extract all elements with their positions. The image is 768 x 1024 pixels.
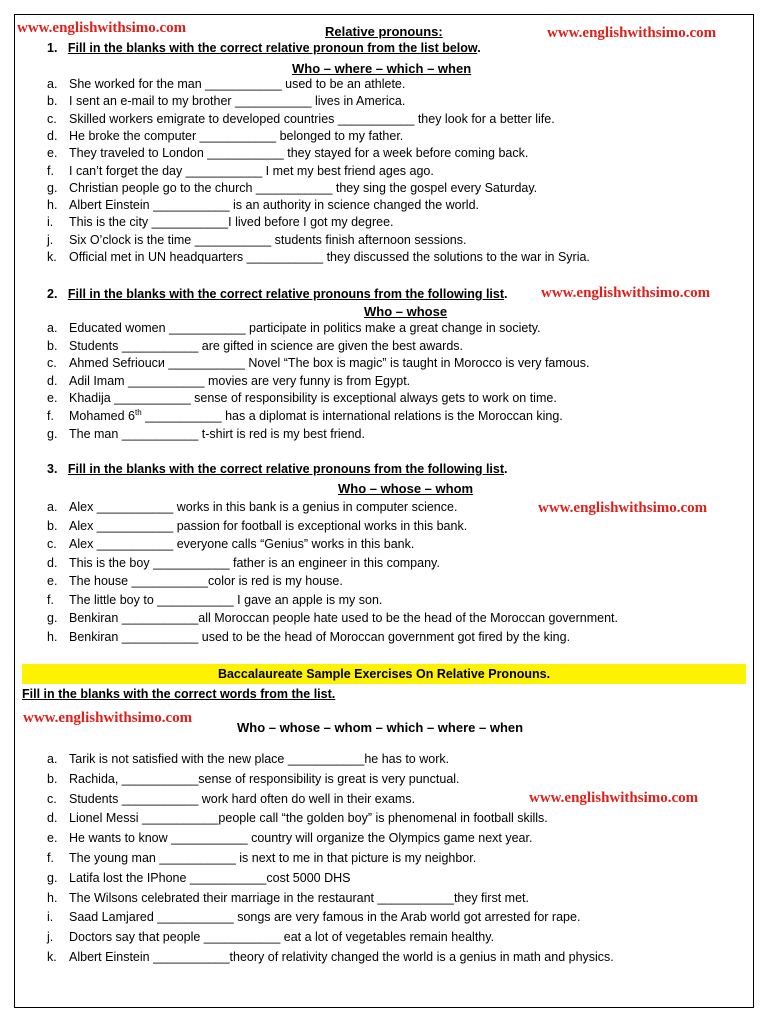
section-1-number: 1. xyxy=(47,41,58,55)
item-text: Students ___________ are gifted in science are given the best awards. xyxy=(69,338,464,353)
item-text: Albert Einstein ___________ is an authority in science changed the world. xyxy=(69,198,479,213)
section-3-heading-end: . xyxy=(504,462,508,476)
list-item xyxy=(47,752,747,768)
item-text: Skilled workers emigrate to developed countries ___________ they look for a better life. xyxy=(69,111,555,126)
item-text: This is the city ___________I lived before I got my degree. xyxy=(69,215,394,230)
list-item xyxy=(47,950,747,966)
item-letter: h. xyxy=(47,890,58,905)
item-letter: a. xyxy=(47,321,58,335)
watermark-bac: www.englishwithsimo.com xyxy=(23,710,193,726)
item-letter: d. xyxy=(47,555,58,570)
bac-word-list: Who – whose – whom – which – where – when xyxy=(237,720,524,735)
list-item xyxy=(47,146,747,162)
baccalaureate-banner: Baccalaureate Sample Exercises On Relative Pronouns. xyxy=(22,664,746,684)
watermark-top-right: www.englishwithsimo.com xyxy=(547,25,717,41)
item-text: Ahmed Sefriouси ___________ Novel “The box is magic” is taught in Morocco is very famous. xyxy=(69,356,590,371)
item-text: Rachida, ___________sense of responsibility is great is very punctual. xyxy=(69,771,460,786)
item-text: Benkiran ___________all Moroccan people hate used to be the head of the Moroccan government. xyxy=(69,611,618,625)
bac-heading-text: Fill in the blanks with the correct words from the list. xyxy=(22,687,336,701)
item-letter: c. xyxy=(47,111,57,126)
item-letter: e. xyxy=(47,831,58,846)
item-letter: c. xyxy=(47,537,57,551)
item-letter: d. xyxy=(47,373,58,388)
item-letter: e. xyxy=(47,146,58,161)
item-letter: c. xyxy=(47,791,57,806)
list-item xyxy=(47,500,747,516)
item-letter: a. xyxy=(47,500,58,514)
list-item xyxy=(47,215,747,231)
item-letter: i. xyxy=(47,910,54,925)
list-item xyxy=(47,811,747,827)
item-text: He wants to know ___________ country will organize the Olympics game next year. xyxy=(69,831,533,846)
list-item xyxy=(47,930,747,946)
list-item xyxy=(47,611,747,627)
section-2-number: 2. xyxy=(47,287,58,301)
item-text: Educated women ___________ participate in politics make a great change in society. xyxy=(69,321,541,335)
item-text: The young man ___________ is next to me in that picture is my neighbor. xyxy=(69,851,477,865)
item-text: Official met in UN headquarters ___________ they discussed the solutions to the war in Syria. xyxy=(69,250,590,264)
item-text: Latifa lost the IPhone ___________cost 5000 DHS xyxy=(69,870,351,885)
section-2-word-list: Who – whose xyxy=(364,304,448,319)
list-item xyxy=(47,772,747,788)
item-letter: h. xyxy=(47,629,58,644)
watermark-section-2: www.englishwithsimo.com xyxy=(541,285,711,301)
item-text: I sent an e-mail to my brother ___________ lives in America. xyxy=(69,94,406,109)
list-item xyxy=(47,77,747,93)
item-letter: f. xyxy=(47,409,54,423)
list-item xyxy=(47,910,747,926)
list-item xyxy=(47,164,747,180)
item-text: Christian people go to the church ___________ they sing the gospel every Saturday. xyxy=(69,180,538,195)
item-text: Doctors say that people ___________ eat a lot of vegetables remain healthy. xyxy=(69,930,495,945)
section-1-heading-end: . xyxy=(477,41,481,55)
list-item xyxy=(47,574,747,590)
item-superscript: th xyxy=(135,407,142,417)
item-text: The man ___________ t-shirt is red is my best friend. xyxy=(69,426,365,441)
item-letter: b. xyxy=(47,771,58,786)
list-item xyxy=(47,831,747,847)
item-letter: j. xyxy=(47,930,54,945)
item-letter: f. xyxy=(47,163,54,178)
page-title: Relative pronouns: xyxy=(325,24,443,39)
item-text-part: Mohamed 6 xyxy=(69,409,136,423)
item-text: Six O’clock is the time ___________ students finish afternoon sessions. xyxy=(69,232,467,247)
bac-heading xyxy=(22,687,335,701)
item-letter: g. xyxy=(47,180,58,195)
item-text: They traveled to London ___________ they stayed for a week before coming back. xyxy=(69,146,529,161)
list-item xyxy=(47,891,747,907)
list-item xyxy=(47,792,747,808)
list-item xyxy=(47,339,747,355)
list-item xyxy=(47,519,747,535)
item-letter: g. xyxy=(47,870,58,885)
list-item xyxy=(47,321,747,337)
item-text xyxy=(69,409,563,423)
item-text-part: ___________ has a diplomat is international relations is the Moroccan king. xyxy=(141,409,563,423)
section-1-word-list: Who – where – which – when xyxy=(292,61,472,76)
list-item xyxy=(47,356,747,372)
list-item xyxy=(47,556,747,572)
list-item xyxy=(47,409,747,425)
item-text: Lionel Messi ___________people call “the golden boy” is phenomenal in football skills. xyxy=(69,811,548,826)
section-3-heading-text: Fill in the blanks with the correct relative pronouns from the following list xyxy=(67,462,505,476)
watermark-top-left: www.englishwithsimo.com xyxy=(17,20,187,36)
list-item xyxy=(47,391,747,407)
item-letter: a. xyxy=(47,77,58,91)
watermark-section-3: www.englishwithsimo.com xyxy=(538,500,708,516)
section-1-heading xyxy=(47,41,481,55)
item-text: I can’t forget the day ___________ I met my best friend ages ago. xyxy=(69,163,434,178)
section-2-heading-text: Fill in the blanks with the correct relative pronouns from the following list xyxy=(67,287,505,301)
item-text: Students ___________ work hard often do well in their exams. xyxy=(69,791,416,806)
list-item xyxy=(47,851,747,867)
list-item xyxy=(47,630,747,646)
item-letter: e. xyxy=(47,574,58,588)
list-item xyxy=(47,129,747,145)
list-item xyxy=(47,427,747,443)
item-letter: c. xyxy=(47,356,57,371)
section-1-heading-text: Fill in the blanks with the correct relative pronoun from the list below xyxy=(67,41,478,55)
item-text: Alex ___________ passion for football is exceptional works in this bank. xyxy=(69,518,468,533)
item-text: Khadija ___________ sense of responsibility is exceptional always gets to work on time. xyxy=(69,391,557,406)
item-letter: k. xyxy=(47,250,57,264)
item-letter: k. xyxy=(47,950,57,964)
item-letter: d. xyxy=(47,811,58,826)
list-item xyxy=(47,198,747,214)
list-item xyxy=(47,374,747,390)
watermark-bac-right: www.englishwithsimo.com xyxy=(529,790,699,806)
list-item xyxy=(47,537,747,553)
section-3-word-list: Who – whose – whom xyxy=(338,481,474,496)
item-text: He broke the computer ___________ belonged to my father. xyxy=(69,128,404,143)
item-text: Alex ___________ everyone calls “Genius” works in this bank. xyxy=(69,537,415,551)
item-letter: d. xyxy=(47,128,58,143)
item-text: The house ___________color is red is my house. xyxy=(69,574,343,588)
list-item xyxy=(47,871,747,887)
list-item xyxy=(47,250,747,266)
item-text: Adil Imam ___________ movies are very funny is from Egypt. xyxy=(69,373,411,388)
item-letter: j. xyxy=(47,232,54,247)
item-letter: b. xyxy=(47,94,58,109)
item-letter: g. xyxy=(47,426,58,441)
item-letter: f. xyxy=(47,851,54,865)
section-3-heading xyxy=(47,462,508,476)
item-letter: h. xyxy=(47,198,58,213)
item-letter: b. xyxy=(47,518,58,533)
item-text: The Wilsons celebrated their marriage in the restaurant ___________they first met. xyxy=(69,890,529,905)
section-2-heading xyxy=(47,287,508,301)
item-text: Albert Einstein ___________theory of relativity changed the world is a genius in math and physics. xyxy=(69,950,614,964)
list-item xyxy=(47,181,747,197)
section-3-number: 3. xyxy=(47,462,58,476)
item-letter: e. xyxy=(47,391,58,406)
list-item xyxy=(47,94,747,110)
item-letter: i. xyxy=(47,215,54,230)
item-text: This is the boy ___________ father is an engineer in this company. xyxy=(69,555,440,570)
item-text: She worked for the man ___________ used to be an athlete. xyxy=(69,77,406,91)
item-text: Saad Lamjared ___________ songs are very famous in the Arab world got arrested for rape. xyxy=(69,910,581,925)
item-letter: b. xyxy=(47,338,58,353)
item-letter: g. xyxy=(47,611,58,625)
item-text: The little boy to ___________ I gave an apple is my son. xyxy=(69,592,383,607)
item-text: Benkiran ___________ used to be the head of Moroccan government got fired by the king. xyxy=(69,629,571,644)
section-2-heading-end: . xyxy=(504,287,508,301)
list-item xyxy=(47,233,747,249)
list-item xyxy=(47,112,747,128)
item-text: Alex ___________ works in this bank is a genius in computer science. xyxy=(69,500,458,514)
item-letter: a. xyxy=(47,752,58,766)
item-text: Tarik is not satisfied with the new place ___________he has to work. xyxy=(69,752,450,766)
item-letter: f. xyxy=(47,592,54,607)
list-item xyxy=(47,593,747,609)
